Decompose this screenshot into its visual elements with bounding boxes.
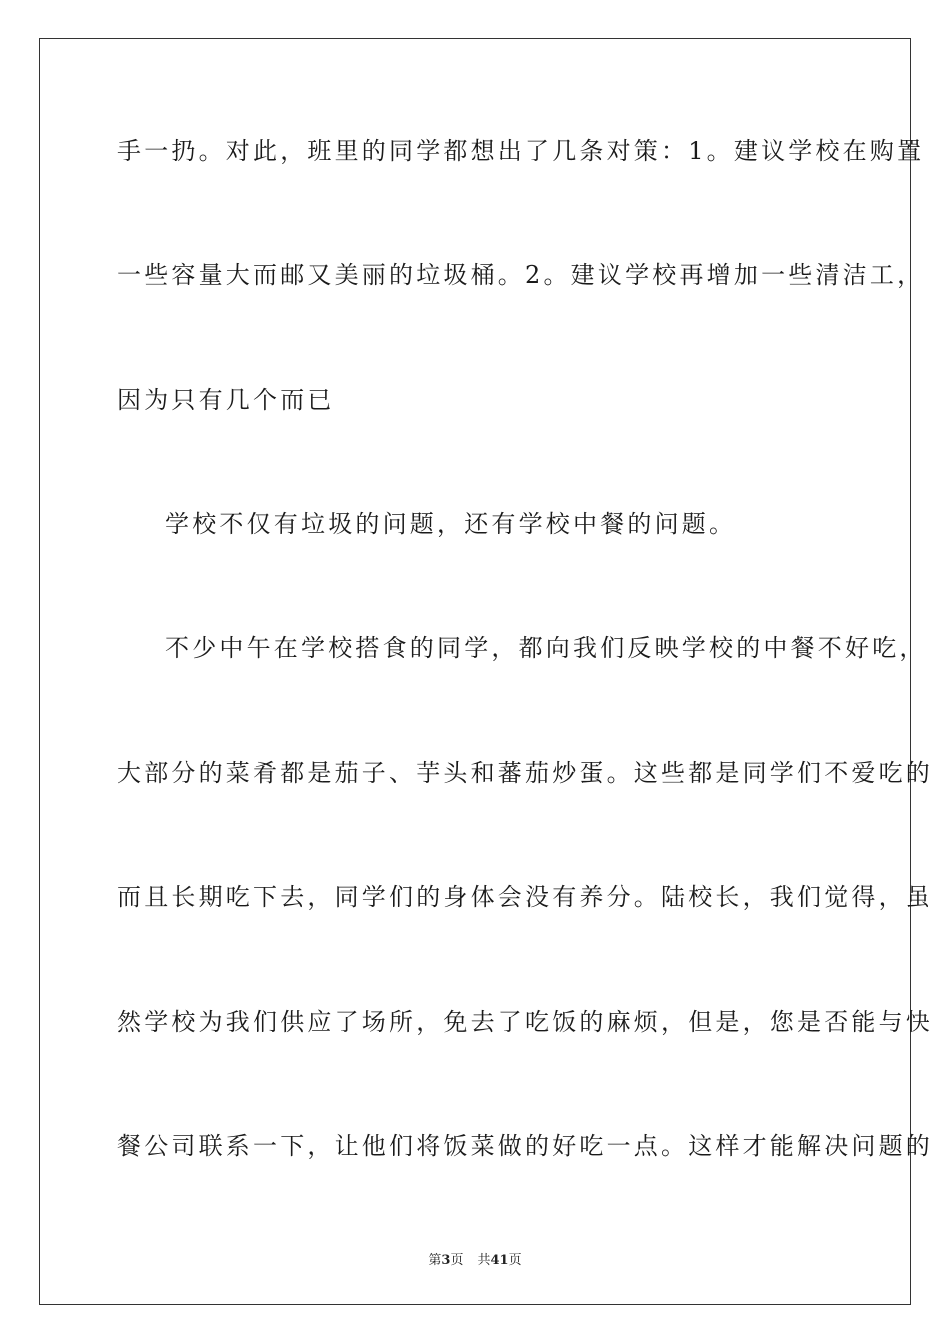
footer-page-suffix: 页 (450, 1253, 464, 1268)
text-line-9: 餐公司联系一下，让他们将饭菜做的好吃一点。这样才能解决问题的 (117, 1132, 933, 1160)
text-line-3: 因为只有几个而已 (117, 386, 335, 414)
text-line-7: 而且长期吃下去，同学们的身体会没有养分。陆校长，我们觉得，虽 (117, 883, 933, 911)
text-line-2: 一些容量大而邮又美丽的垃圾桶。2。建议学校再增加一些清洁工， (117, 261, 925, 289)
footer-total-prefix: 共 (477, 1253, 491, 1268)
footer-page-prefix: 第 (428, 1253, 442, 1268)
footer-page-number: 3 (441, 1253, 451, 1268)
text-line-6: 大部分的菜肴都是茄子、芋头和蕃茄炒蛋。这些都是同学们不爱吃的 (117, 759, 933, 787)
footer-total-number: 41 (490, 1253, 509, 1268)
paragraph-start-line-4: 学校不仅有垃圾的问题，还有学校中餐的问题。 (165, 510, 737, 538)
paragraph-start-line-5: 不少中午在学校搭食的同学，都向我们反映学校的中餐不好吃， (165, 634, 927, 662)
page-border (39, 38, 911, 1305)
text-line-8: 然学校为我们供应了场所，免去了吃饭的麻烦，但是，您是否能与快 (117, 1008, 933, 1036)
footer-total-suffix: 页 (508, 1253, 522, 1268)
page-footer (0, 1249, 950, 1268)
text-line-1: 手一扔。对此，班里的同学都想出了几条对策：1。建议学校在购置 (117, 137, 925, 165)
